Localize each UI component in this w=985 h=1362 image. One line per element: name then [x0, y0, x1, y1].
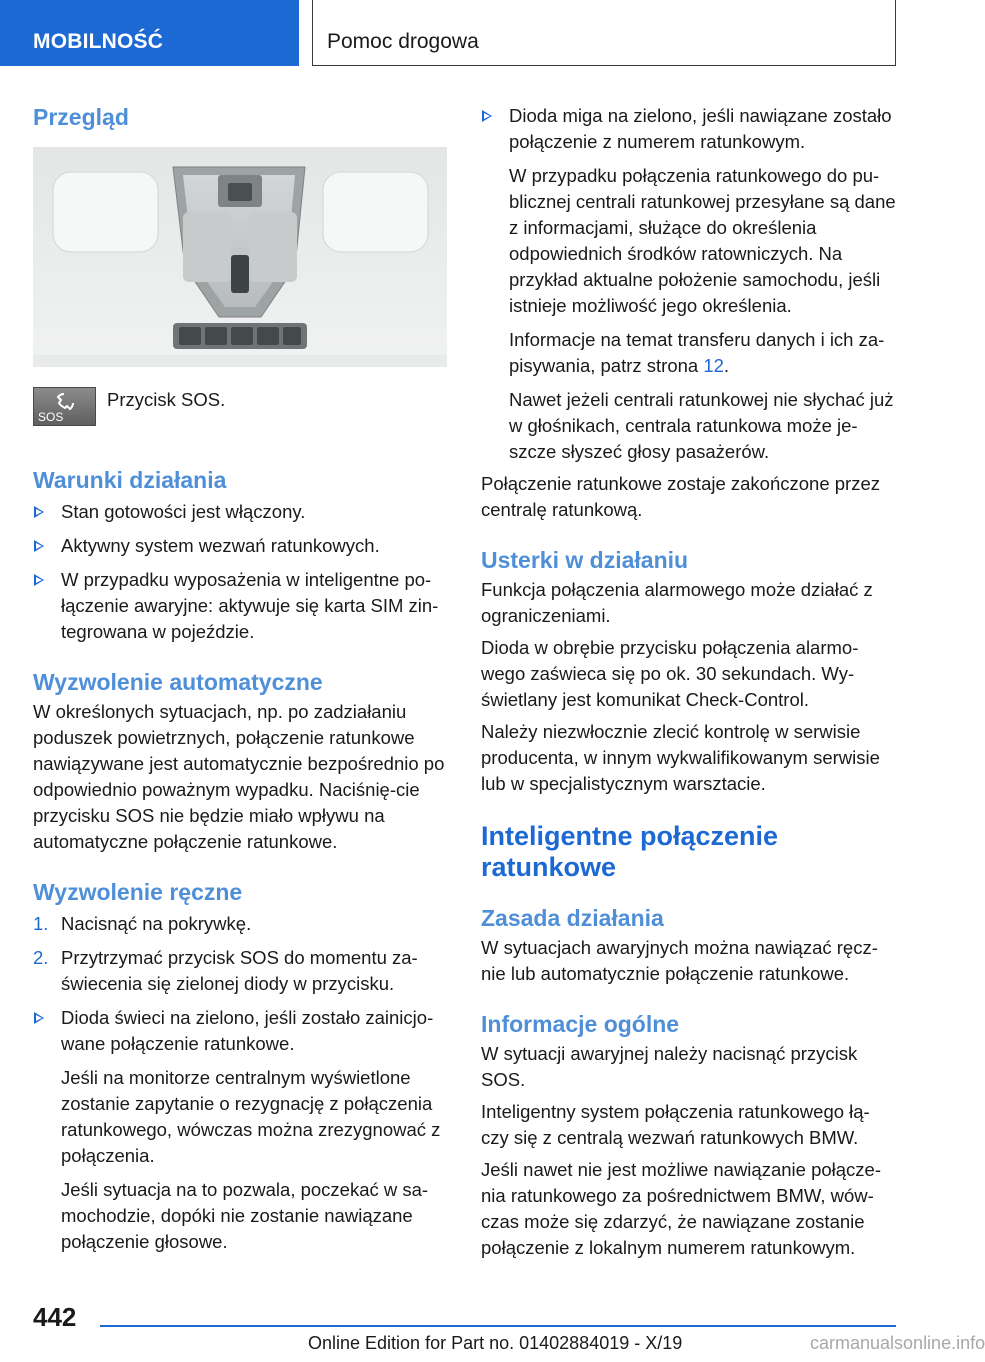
blink-notes [481, 163, 896, 465]
footer-divider [100, 1325, 896, 1327]
principle-heading: Zasada działania [481, 905, 664, 931]
conditions-list [33, 499, 447, 645]
overhead-console-image [33, 147, 447, 367]
general-info-heading: Informacje ogólne [481, 1011, 680, 1037]
list-item: Aktywny system wezwań ratunkowych. [33, 533, 447, 559]
list-item: Dioda miga na zielono, jeśli nawiązane zostało połączenie z numerem ratunkowym. [481, 103, 896, 155]
manual-steps [33, 911, 447, 997]
list-item: 1. Nacisnąć na pokrywkę. [33, 913, 252, 934]
sos-button-icon [33, 387, 96, 426]
page-number: 442 [33, 1302, 77, 1332]
note-text: Nawet jeżeli centrali ratunkowej nie słychać już w głośnikach, centrala ratunkowa może je‐szcze słyszeć głosy pasażerów. [509, 389, 894, 462]
general-text-1: W sytuacji awaryjnej należy nacisnąć przycisk SOS. [481, 1043, 858, 1090]
auto-trigger-text: W określonych sytuacjach, np. po zadziałaniu poduszek powietrznych, połączenie ratunkowe nawiązywane jest automatycznie bezpośrednio po odpowiednio poważnym wypadku. Naciśnię‐cie przycisku SOS nie będzie miało wpływu na automatyczne połączenie ratunkowe. [33, 701, 445, 852]
page-header [0, 0, 960, 66]
right-column [481, 92, 896, 1261]
faults-heading: Usterki w działaniu [481, 547, 689, 573]
sos-caption: Przycisk SOS. [107, 389, 226, 410]
principle-text: W sytuacjach awaryjnych można nawiązać ręcz‐nie lub automatycznie połączenie ratunkowe. [481, 937, 878, 984]
overhead-console-illustration [33, 147, 447, 367]
manual-trigger-heading: Wyzwolenie ręczne [33, 879, 243, 905]
manual-result [33, 1005, 447, 1057]
svg-text:SOS: SOS [38, 410, 64, 424]
page-reference-link[interactable]: 12 [703, 355, 724, 376]
note-text: W przypadku połączenia ratunkowego do pu‐blicznej centrali ratunkowej przesyłane są dane z informacjami, służące do określenia odpowiednich środków ratowniczych. Na przykład aktualne położenie samochodu, jeśli istnieje możliwość jego określenia. [509, 165, 896, 316]
blink-status [481, 103, 896, 155]
faults-text-2: Dioda w obrębie przycisku połączenia alarmo‐wego zaświeca się po ok. 30 sekundach. Wy‐świetlany jest komunikat Check-Control. [481, 637, 859, 710]
sos-legend [33, 387, 447, 435]
list-item: 2. Przytrzymać przycisk SOS do momentu za‐świecenia się zielonej diody w przycisku. [33, 947, 418, 994]
intelligent-call-heading: Inteligentne połączenie ratunkowe [481, 821, 779, 882]
chapter-title: Pomoc drogowa [312, 0, 896, 66]
faults-text-3: Należy niezwłocznie zlecić kontrolę w serwisie producenta, w innym wykwalifikowanym serwisie lub w specjalistycznym warsztacie. [481, 721, 880, 794]
left-column [33, 92, 447, 1255]
edition-text: Online Edition for Part no. 01402884019 - X/19 [308, 1333, 683, 1353]
faults-text-1: Funkcja połączenia alarmowego może działać z ograniczeniami. [481, 579, 873, 626]
section-tab: MOBILNOŚĆ [0, 0, 299, 66]
note-text: Jeśli sytuacja na to pozwala, poczekać w sa‐mochodzie, dopóki nie zostanie nawiązane połączenie głosowe. [61, 1179, 429, 1252]
general-text-3: Jeśli nawet nie jest możliwe nawiązanie połącze‐nia ratunkowego za pośrednictwem BMW, wów‐czas może się zdarzyć, że nawiązane zostanie połączenie z lokalnym numerem ratunkowym. [481, 1159, 881, 1258]
manual-result-notes [33, 1065, 447, 1255]
list-item: W przypadku wyposażenia w inteligentne po‐łączenie awaryjne: aktywuje się karta SIM zin‐tegrowana w pojeździe. [33, 567, 447, 645]
watermark-text: carmanualsonline.info [810, 1333, 985, 1353]
general-text-2: Inteligentny system połączenia ratunkowego łą‐czy się z centralą wezwań ratunkowych BMW. [481, 1101, 870, 1148]
call-end-text: Połączenie ratunkowe zostaje zakończone przez centralę ratunkową. [481, 473, 881, 520]
note-text: Informacje na temat transferu danych i ich za‐pisywania, patrz strona 12. [509, 329, 885, 376]
conditions-heading: Warunki działania [33, 467, 227, 493]
note-text: Jeśli na monitorze centralnym wyświetlone zostanie zapytanie o rezygnację z połączenia ratunkowego, wówczas można zrezygnować z połączenia. [61, 1067, 441, 1166]
auto-trigger-heading: Wyzwolenie automatyczne [33, 669, 323, 695]
overview-heading: Przegląd [33, 104, 129, 130]
list-item: Stan gotowości jest włączony. [33, 499, 447, 525]
list-item: Dioda świeci na zielono, jeśli zostało zainicjo‐wane połączenie ratunkowe. [33, 1005, 447, 1057]
